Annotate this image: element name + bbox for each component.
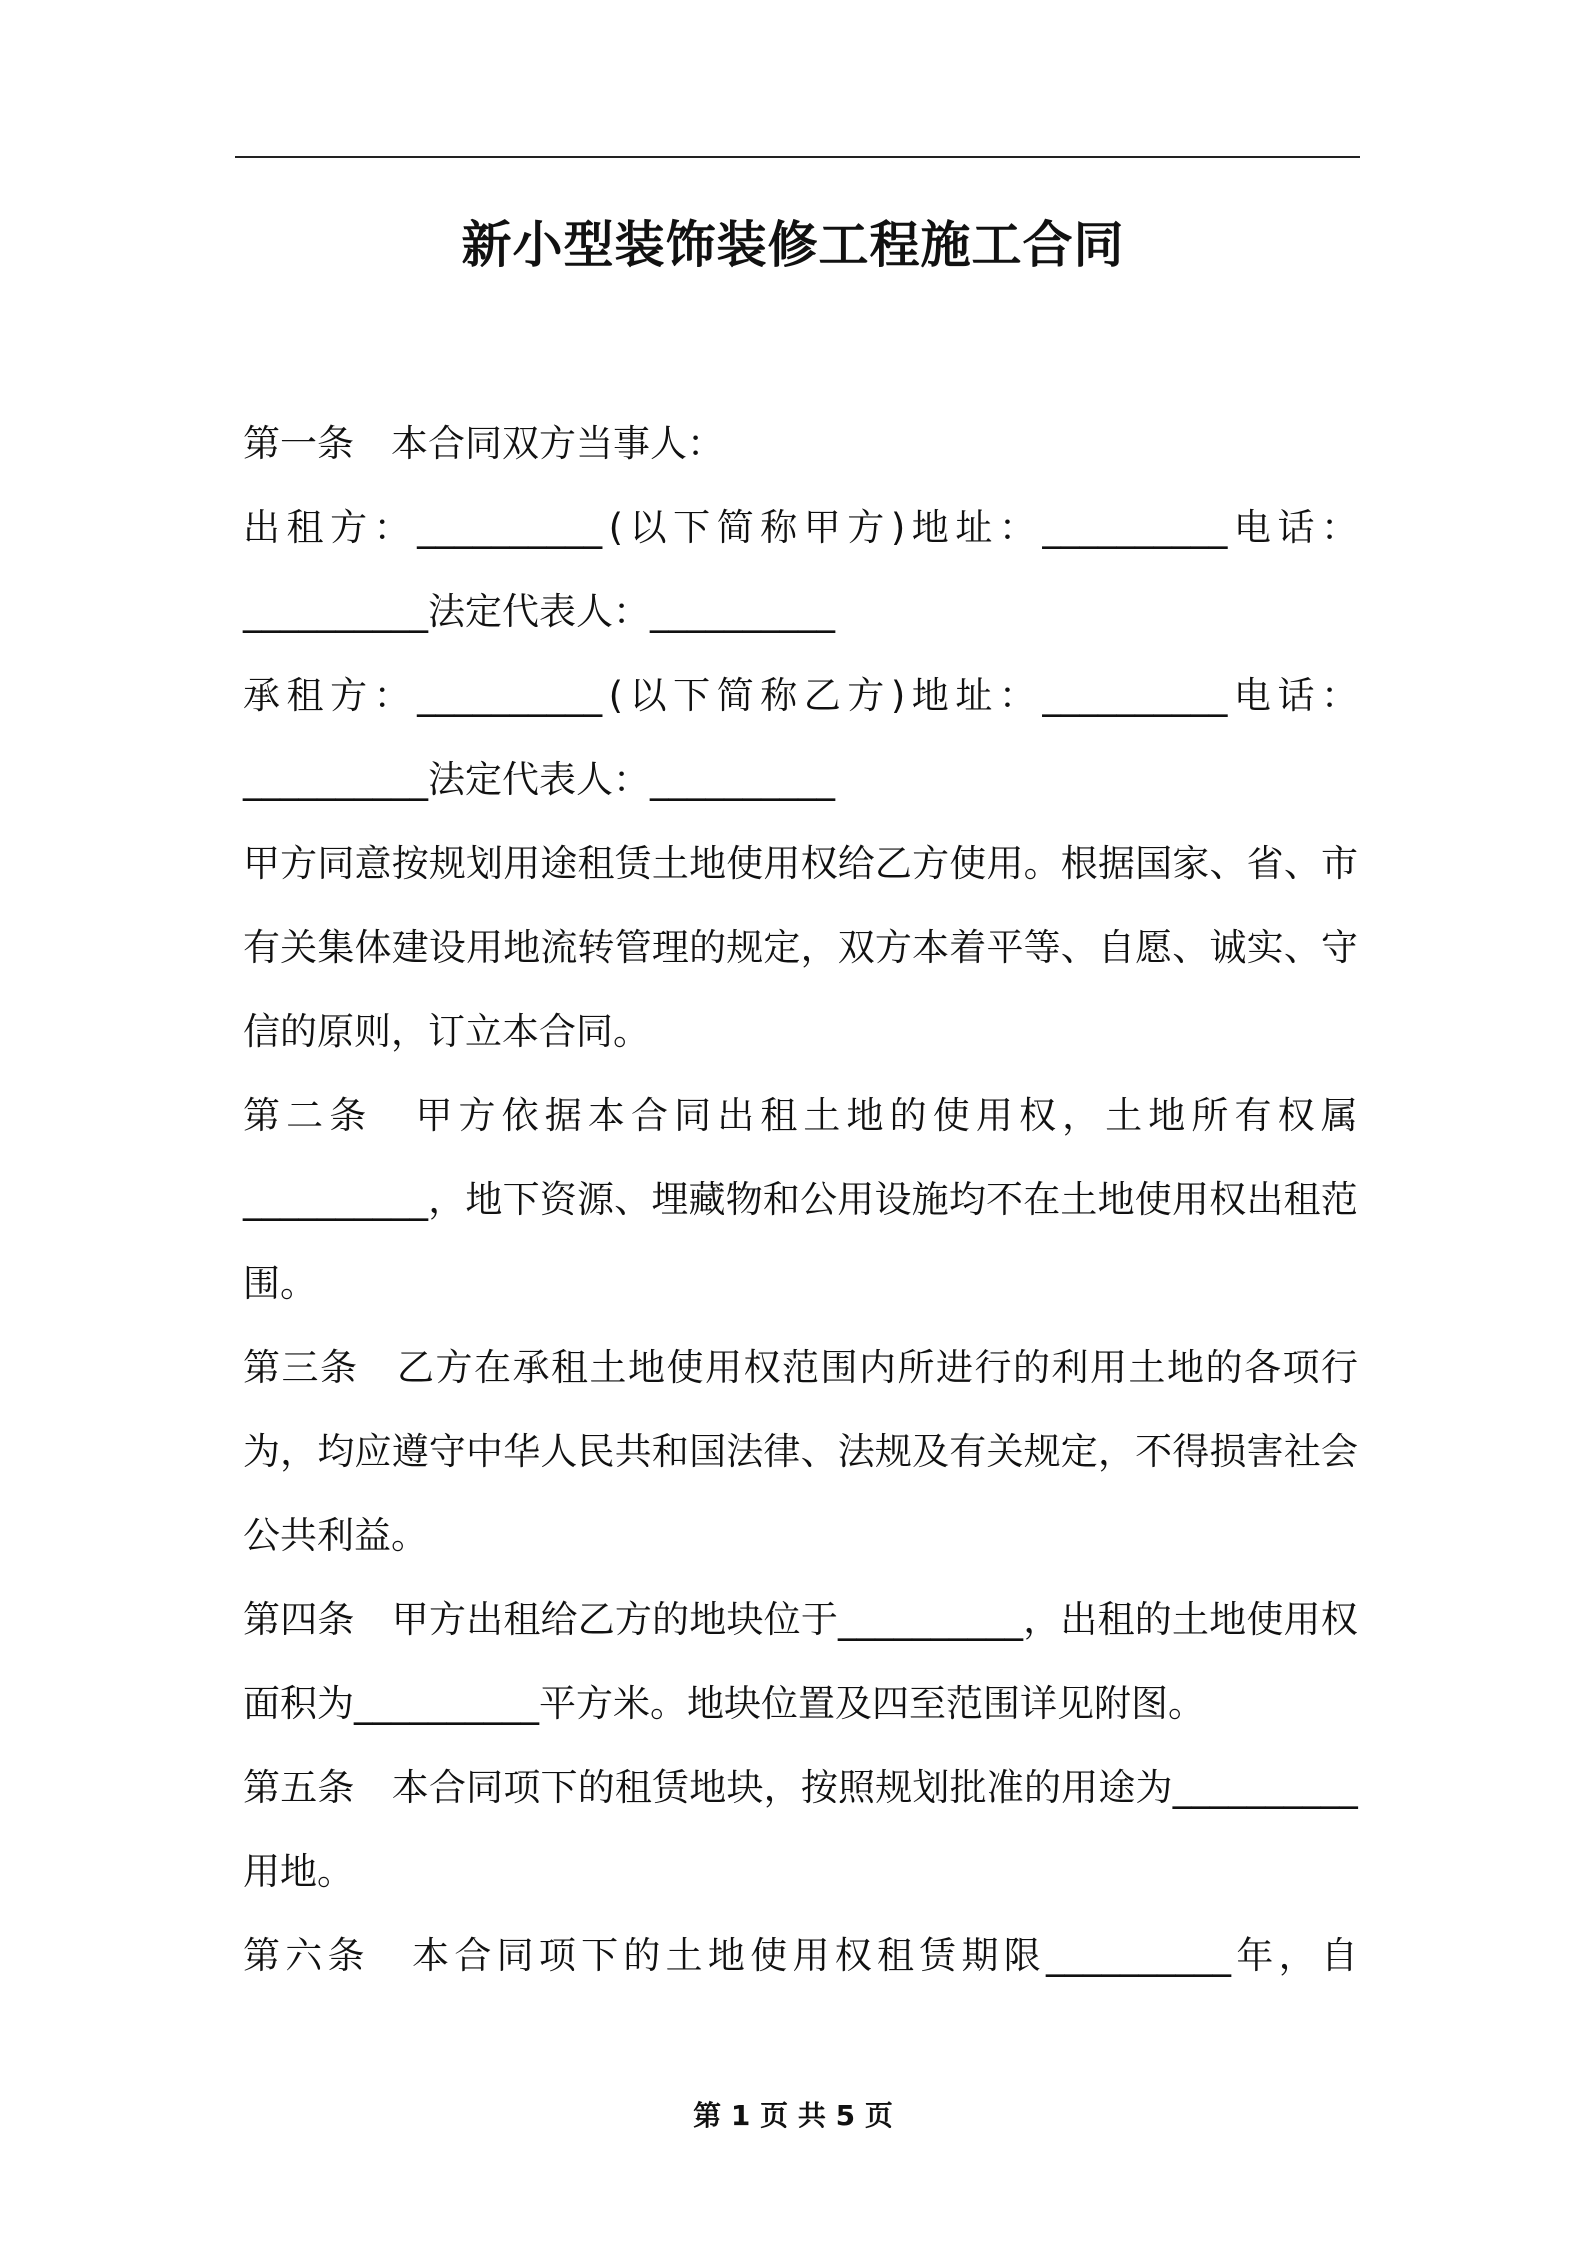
text-line: 第 二 条 甲 方 依 据 本 合 同 出 租 土 地 的 使 用 权 ， 土 地 所 有 权 属 <box>243 1094 1358 1137</box>
text-line: 第一条 本合同双方当事人： <box>243 422 724 465</box>
text-line: 面积为__________平方米。地块位置及四至范围详见附图。 <box>243 1682 1205 1725</box>
text-line: __________法定代表人：__________ <box>243 758 835 801</box>
text-line: 信的原则，订立本合同。 <box>243 1010 650 1053</box>
text-line: 第 五 条 本 合 同 项 下 的 租 赁 地 块 ， 按 照 规 划 批 准 的 用 途 为 __________ <box>243 1766 1358 1809</box>
contract-body <box>243 402 1358 1998</box>
text-line: __________ ， 地 下 资 源 、 埋 藏 物 和 公 用 设 施 均 不 在 土 地 使 用 权 出 租 范 <box>243 1178 1358 1221</box>
text-line: 出 租 方 ： __________ ( 以 下 简 称 甲 方 ) 地 址 ： __________ 电 话 ： <box>243 506 1358 549</box>
text-line: 用地。 <box>243 1850 354 1893</box>
text-line: 第 六 条 本 合 同 项 下 的 土 地 使 用 权 租 赁 期 限 __________ 年 ， 自 <box>243 1934 1358 1977</box>
text-line: 第 三 条 乙 方 在 承 租 土 地 使 用 权 范 围 内 所 进 行 的 利 用 土 地 的 各 项 行 <box>243 1346 1358 1389</box>
header-rule <box>235 156 1360 158</box>
text-line: 第 四 条 甲 方 出 租 给 乙 方 的 地 块 位 于 __________ ， 出 租 的 土 地 使 用 权 <box>243 1598 1358 1641</box>
text-line: 承 租 方 ： __________ ( 以 下 简 称 乙 方 ) 地 址 ： __________ 电 话 ： <box>243 674 1358 717</box>
page-number: 第 1 页 共 5 页 <box>693 2099 893 2132</box>
text-line: 围。 <box>243 1262 317 1305</box>
text-line: __________法定代表人：__________ <box>243 590 835 633</box>
text-line: 有 关 集 体 建 设 用 地 流 转 管 理 的 规 定 ， 双 方 本 着 平 等 、 自 愿 、 诚 实 、 守 <box>243 926 1358 969</box>
text-line: 为 ， 均 应 遵 守 中 华 人 民 共 和 国 法 律 、 法 规 及 有 关 规 定 ， 不 得 损 害 社 会 <box>243 1430 1358 1473</box>
document-title: 新小型装饰装修工程施工合同 <box>461 216 1125 274</box>
text-line: 公共利益。 <box>243 1514 428 1557</box>
text-line: 甲 方 同 意 按 规 划 用 途 租 赁 土 地 使 用 权 给 乙 方 使 用 。 根 据 国 家 、 省 、 市 <box>243 842 1358 885</box>
